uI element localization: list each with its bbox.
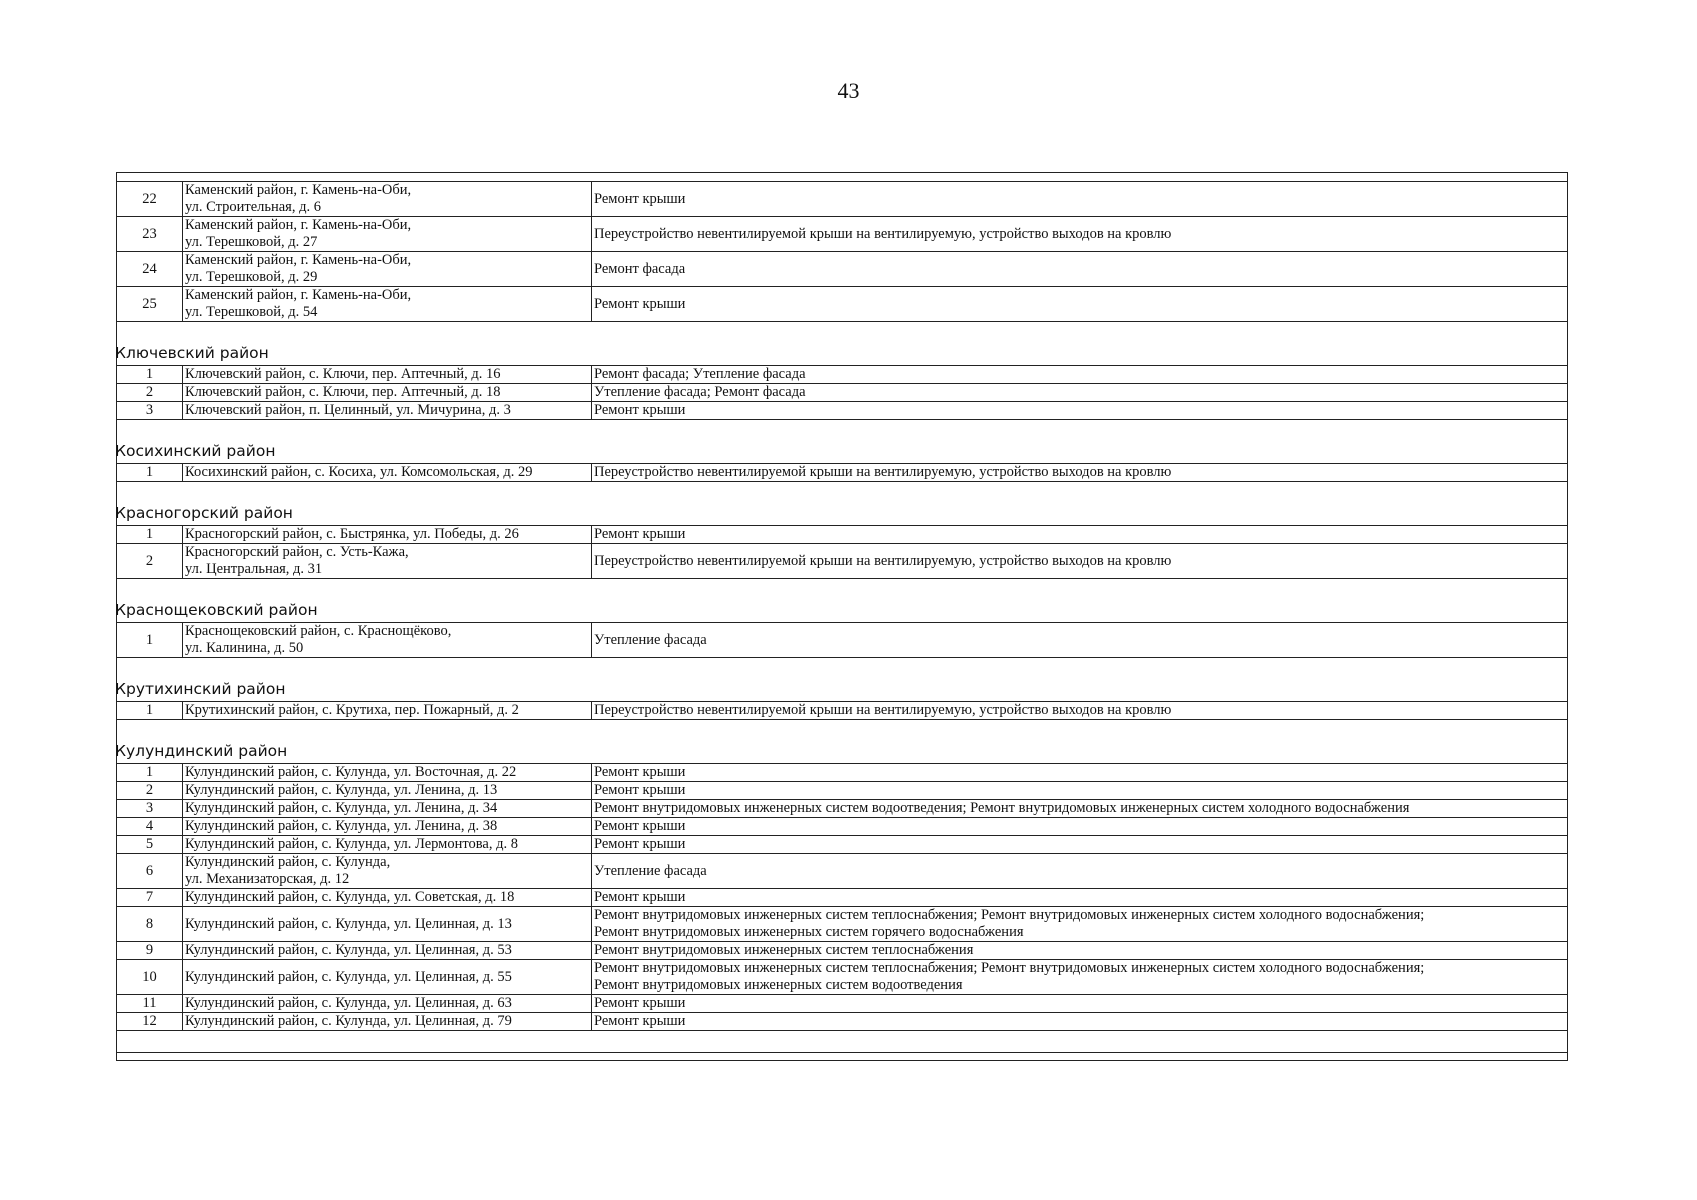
table-row [117, 251, 1567, 287]
address-cell: Красногорский район, с. Быстрянка, ул. Победы, д. 26 [183, 526, 592, 543]
work-type-cell: Ремонт крыши [594, 889, 686, 905]
work-type-cell: Ремонт крыши [594, 190, 686, 207]
address-cell: Каменский район, г. Камень-на-Оби, ул. Терешковой, д. 27 [183, 217, 592, 251]
address-cell: Каменский район, г. Камень-на-Оби, ул. Терешковой, д. 54 [183, 287, 592, 321]
table-row [117, 401, 1567, 420]
table-row [117, 817, 1567, 836]
address-cell: Кулундинский район, с. Кулунда, ул. Целинная, д. 53 [183, 942, 592, 959]
table-row [117, 853, 1567, 889]
work-type-cell: Ремонт крыши [594, 1013, 686, 1029]
address-cell: Кулундинский район, с. Кулунда, ул. Целинная, д. 79 [183, 1013, 592, 1030]
repair-schedule-table [116, 172, 1568, 1061]
row-number: 8 [117, 907, 183, 941]
table-row [117, 181, 1567, 217]
work-type-cell: Ремонт крыши [594, 782, 686, 798]
table-row [117, 463, 1567, 482]
work-type-cell: Ремонт внутридомовых инженерных систем теплоснабжения [594, 942, 974, 958]
work-type-cell: Утепление фасада; Ремонт фасада [594, 384, 806, 400]
row-number: 2 [117, 384, 183, 401]
row-number: 23 [117, 217, 183, 251]
row-number: 4 [117, 818, 183, 835]
district-heading: Краснощековский район [115, 601, 318, 619]
row-number: 9 [117, 942, 183, 959]
table-row [117, 525, 1567, 544]
table-row [117, 959, 1567, 995]
work-type-cell: Ремонт внутридомовых инженерных систем теплоснабжения; Ремонт внутридомовых инженерных систем холодного водоснабжения; Ремонт внутридомовых инженерных систем горячего водоснабжения [594, 907, 1425, 940]
row-number: 1 [117, 464, 183, 481]
work-type-cell: Ремонт крыши [594, 995, 686, 1011]
work-type-cell: Ремонт крыши [594, 836, 686, 852]
row-number: 2 [117, 544, 183, 578]
work-type-cell: Ремонт фасада [594, 260, 686, 277]
row-number: 2 [117, 782, 183, 799]
table-row [117, 888, 1567, 907]
table-row [117, 701, 1567, 720]
row-number: 7 [117, 889, 183, 906]
work-type-cell: Ремонт внутридомовых инженерных систем теплоснабжения; Ремонт внутридомовых инженерных систем холодного водоснабжения; Ремонт внутридомовых инженерных систем водоотведения [594, 960, 1425, 993]
address-cell: Кулундинский район, с. Кулунда, ул. Целинная, д. 13 [183, 907, 592, 941]
table-row [117, 799, 1567, 818]
work-type-cell: Переустройство невентилируемой крыши на вентилируемую, устройство выходов на кровлю [594, 552, 1172, 569]
row-number: 5 [117, 836, 183, 853]
row-number: 10 [117, 960, 183, 994]
table-row [117, 906, 1567, 942]
row-number: 1 [117, 702, 183, 719]
table-row [117, 216, 1567, 252]
address-cell: Кулундинский район, с. Кулунда, ул. Механизаторская, д. 12 [183, 854, 592, 888]
row-number: 1 [117, 526, 183, 543]
row-number: 1 [117, 623, 183, 657]
row-number: 12 [117, 1013, 183, 1030]
table-row [117, 1012, 1567, 1031]
table-row [117, 763, 1567, 782]
district-heading: Крутихинский район [115, 680, 286, 698]
row-number: 3 [117, 800, 183, 817]
row-number: 25 [117, 287, 183, 321]
address-cell: Кулундинский район, с. Кулунда, ул. Целинная, д. 63 [183, 995, 592, 1012]
work-type-cell: Ремонт крыши [594, 402, 686, 418]
address-cell: Кулундинский район, с. Кулунда, ул. Советская, д. 18 [183, 889, 592, 906]
district-heading: Ключевский район [115, 344, 269, 362]
work-type-cell: Ремонт крыши [594, 764, 686, 780]
work-type-cell: Ремонт внутридомовых инженерных систем водоотведения; Ремонт внутридомовых инженерных систем холодного водоснабжения [594, 800, 1410, 816]
address-cell: Каменский район, г. Камень-на-Оби, ул. Терешковой, д. 29 [183, 252, 592, 286]
address-cell: Ключевский район, с. Ключи, пер. Аптечный, д. 18 [183, 384, 592, 401]
address-cell: Крутихинский район, с. Крутиха, пер. Пожарный, д. 2 [183, 702, 592, 719]
work-type-cell: Ремонт фасада; Утепление фасада [594, 366, 806, 382]
row-number: 22 [117, 182, 183, 216]
district-heading: Красногорский район [115, 504, 293, 522]
table-row [117, 383, 1567, 402]
table-row [117, 543, 1567, 579]
table-row [117, 781, 1567, 800]
address-cell: Ключевский район, п. Целинный, ул. Мичурина, д. 3 [183, 402, 592, 419]
address-cell: Каменский район, г. Камень-на-Оби, ул. Строительная, д. 6 [183, 182, 592, 216]
row-number: 1 [117, 764, 183, 781]
work-type-cell: Ремонт крыши [594, 526, 686, 542]
address-cell: Красногорский район, с. Усть-Кажа, ул. Центральная, д. 31 [183, 544, 592, 578]
address-cell: Кулундинский район, с. Кулунда, ул. Целинная, д. 55 [183, 960, 592, 994]
table-row [117, 994, 1567, 1013]
work-type-cell: Утепление фасада [594, 631, 707, 648]
address-cell: Кулундинский район, с. Кулунда, ул. Лермонтова, д. 8 [183, 836, 592, 853]
row-number: 1 [117, 366, 183, 383]
table-divider [117, 1052, 1567, 1053]
address-cell: Кулундинский район, с. Кулунда, ул. Ленина, д. 38 [183, 818, 592, 835]
work-type-cell: Ремонт крыши [594, 295, 686, 312]
row-number: 3 [117, 402, 183, 419]
address-cell: Кулундинский район, с. Кулунда, ул. Восточная, д. 22 [183, 764, 592, 781]
row-number: 6 [117, 854, 183, 888]
address-cell: Кулундинский район, с. Кулунда, ул. Ленина, д. 34 [183, 800, 592, 817]
row-number: 11 [117, 995, 183, 1012]
work-type-cell: Утепление фасада [594, 862, 707, 879]
work-type-cell: Ремонт крыши [594, 818, 686, 834]
work-type-cell: Переустройство невентилируемой крыши на вентилируемую, устройство выходов на кровлю [594, 702, 1172, 718]
table-row [117, 622, 1567, 658]
address-cell: Краснощековский район, с. Краснощёково, ул. Калинина, д. 50 [183, 623, 592, 657]
address-cell: Ключевский район, с. Ключи, пер. Аптечный, д. 16 [183, 366, 592, 383]
district-heading: Косихинский район [115, 442, 276, 460]
page-number: 43 [837, 78, 860, 103]
table-row [117, 835, 1567, 854]
work-type-cell: Переустройство невентилируемой крыши на вентилируемую, устройство выходов на кровлю [594, 225, 1172, 242]
district-heading: Кулундинский район [115, 742, 288, 760]
address-cell: Косихинский район, с. Косиха, ул. Комсомольская, д. 29 [183, 464, 592, 481]
address-cell: Кулундинский район, с. Кулунда, ул. Ленина, д. 13 [183, 782, 592, 799]
table-row [117, 286, 1567, 322]
table-row [117, 365, 1567, 384]
work-type-cell: Переустройство невентилируемой крыши на вентилируемую, устройство выходов на кровлю [594, 464, 1172, 480]
row-number: 24 [117, 252, 183, 286]
table-row [117, 941, 1567, 960]
